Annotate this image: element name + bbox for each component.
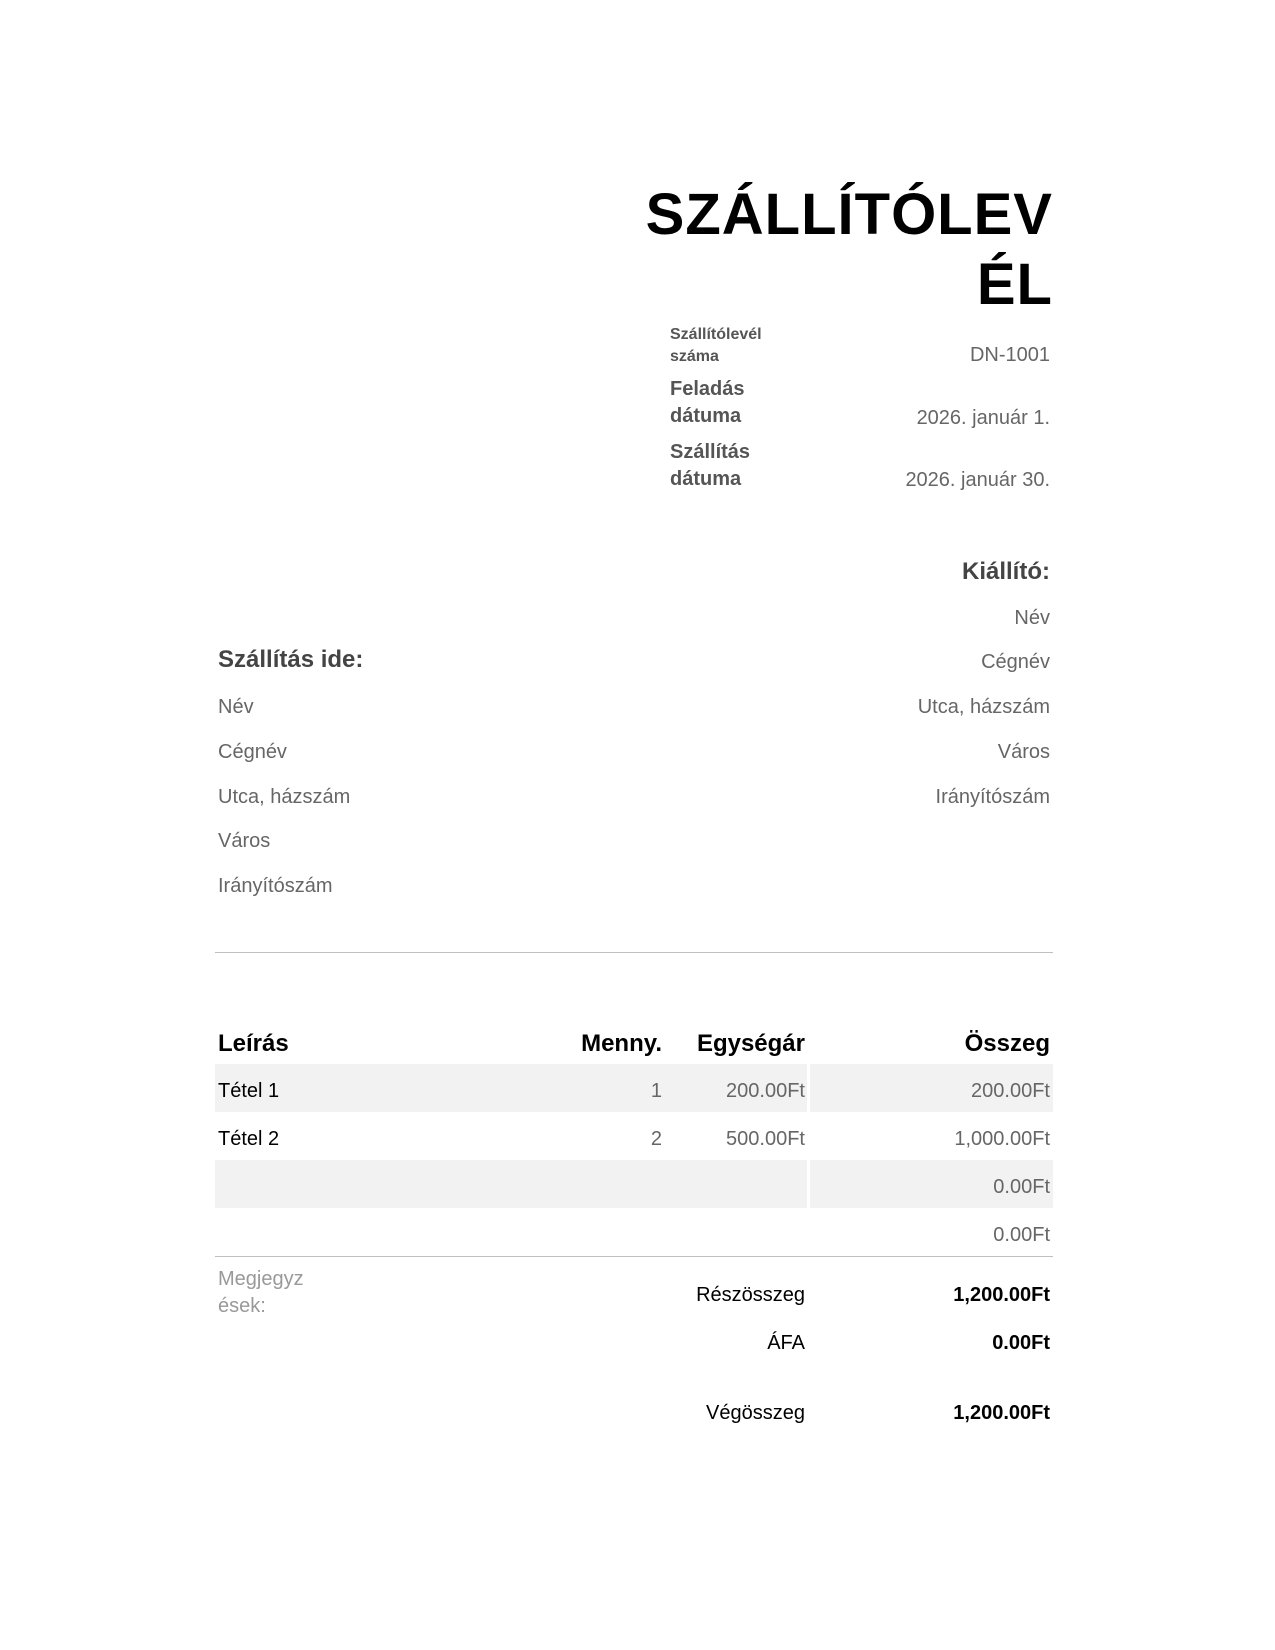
ship-to-company: Cégnév	[218, 741, 287, 763]
row-2-description: Tétel 2	[218, 1128, 280, 1150]
table-row-shade	[215, 1160, 1053, 1208]
row-1-description: Tétel 1	[218, 1080, 280, 1102]
row-2-quantity: 2	[650, 1128, 662, 1150]
grand-total-value: 1,200.00Ft	[953, 1402, 1050, 1424]
issuer-street: Utca, házszám	[917, 696, 1050, 718]
delivery-date-label-line-1: Szállítás	[670, 441, 751, 463]
row-4-amount: 0.00Ft	[993, 1224, 1050, 1246]
row-1-unit-price: 200.00Ft	[726, 1080, 805, 1102]
ship-to-zip: Irányítószám	[218, 875, 333, 897]
vat-value: 0.00Ft	[992, 1332, 1050, 1354]
notes-label: Megjegyzések:	[218, 1268, 304, 1317]
ship-to-name: Név	[218, 696, 254, 718]
row-3-amount: 0.00Ft	[993, 1176, 1050, 1198]
note-number-label-line-1: Szállítólevél	[670, 326, 762, 343]
row-2-amount: 1,000.00Ft	[954, 1128, 1050, 1150]
row-1-quantity: 1	[650, 1080, 662, 1102]
col-header-quantity: Menny.	[581, 1030, 662, 1057]
ship-to-city: Város	[218, 830, 271, 852]
document-title	[600, 180, 1053, 320]
issuer-heading: Kiállító:	[962, 558, 1050, 585]
delivery-date-label-line-2: dátuma	[670, 468, 742, 490]
grand-total-label: Végösszeg	[706, 1402, 805, 1424]
subtotal-label: Részösszeg	[696, 1284, 805, 1306]
issuer-zip: Irányítószám	[935, 786, 1050, 808]
ship-to-heading: Szállítás ide:	[218, 646, 364, 673]
col-header-amount: Összeg	[964, 1030, 1050, 1057]
dispatch-date-label-line-1: Feladás	[670, 378, 745, 400]
dispatch-date-label-line-2: dátuma	[670, 405, 742, 427]
col-header-unit-price: Egységár	[696, 1030, 805, 1057]
delivery-date-label	[670, 439, 820, 493]
document-title-line-2: ÉL	[976, 252, 1053, 317]
note-number-value: DN-1001	[969, 344, 1050, 366]
delivery-date-value: 2026. január 30.	[905, 469, 1050, 491]
issuer-company: Cégnév	[981, 651, 1050, 673]
table-row-shade	[215, 1064, 1053, 1112]
issuer-city: Város	[997, 741, 1050, 763]
section-divider	[215, 952, 1053, 953]
row-1-amount: 200.00Ft	[971, 1080, 1050, 1102]
dispatch-date-value: 2026. január 1.	[916, 407, 1050, 429]
table-bottom-rule	[215, 1256, 1053, 1257]
col-header-description: Leírás	[218, 1030, 289, 1057]
document-title-line-1: SZÁLLÍTÓLEV	[645, 182, 1053, 247]
vat-label: ÁFA	[767, 1332, 805, 1354]
row-2-unit-price: 500.00Ft	[726, 1128, 805, 1150]
subtotal-value: 1,200.00Ft	[953, 1284, 1050, 1306]
ship-to-street: Utca, házszám	[218, 786, 351, 808]
issuer-name: Név	[1014, 607, 1050, 629]
note-number-label	[670, 324, 820, 368]
dispatch-date-label	[670, 376, 820, 430]
note-number-label-line-2: száma	[670, 348, 719, 365]
